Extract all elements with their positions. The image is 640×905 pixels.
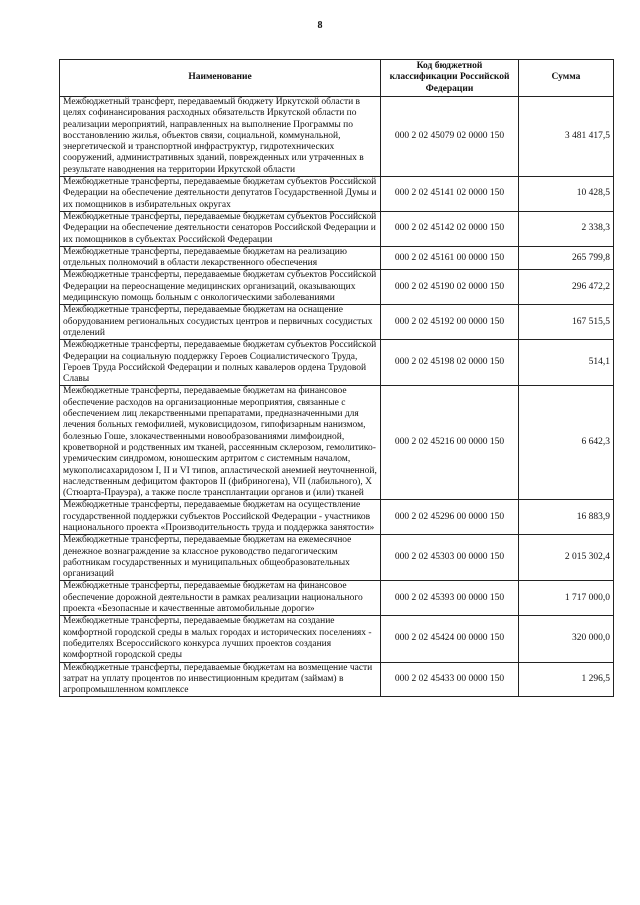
table-row bbox=[60, 581, 614, 616]
row-sum: 1 296,5 bbox=[519, 662, 614, 697]
row-name: Межбюджетные трансферты, передаваемые бюджетам на реализацию отдельных полномочий в области лекарственного обеспечения bbox=[60, 246, 381, 270]
header-code: Код бюджетной классификации Российской Федерации bbox=[381, 60, 519, 97]
row-sum: 2 338,3 bbox=[519, 211, 614, 246]
table-row bbox=[60, 386, 614, 500]
table-row bbox=[60, 305, 614, 340]
row-code: 000 2 02 45393 00 0000 150 bbox=[381, 581, 519, 616]
row-code: 000 2 02 45424 00 0000 150 bbox=[381, 616, 519, 662]
row-sum: 10 428,5 bbox=[519, 177, 614, 212]
header-sum: Сумма bbox=[519, 60, 614, 97]
table-row bbox=[60, 535, 614, 581]
row-code: 000 2 02 45161 00 0000 150 bbox=[381, 246, 519, 270]
row-name: Межбюджетные трансферты, передаваемые бюджетам субъектов Российской Федерации на обеспечение деятельности депутатов Государственной Думы и их помощников в избирательных округах bbox=[60, 177, 381, 212]
row-name: Межбюджетные трансферты, передаваемые бюджетам на финансовое обеспечение расходов на организационные мероприятия, связанные с обеспечением лиц лекарственными препаратами, предназначенными для лечения больных гемофилией, муковисцидозом, гипофизарным нанизмом, болезнью Гоше, злокачественными новообразованиями лимфоидной, кроветворной и родственных им тканей, рассеянным склерозом, гемолитико-уремическим синдромом, юношеским артритом с системным началом, мукополисахаридозом I, II и VI типов, апластической анемией неуточненной, наследственным дефицитом факторов II (фибриногена), VII (лабильного), X (Стюарта-Прауэра), а также после трансплантации органов и (или) тканей bbox=[60, 386, 381, 500]
row-name: Межбюджетные трансферты, передаваемые бюджетам на создание комфортной городской среды в малых городах и исторических поселениях - победителях Всероссийского конкурса лучших проектов создания комфортной городской среды bbox=[60, 616, 381, 662]
row-sum: 320 000,0 bbox=[519, 616, 614, 662]
table-row bbox=[60, 662, 614, 697]
row-sum: 2 015 302,4 bbox=[519, 535, 614, 581]
row-name: Межбюджетные трансферты, передаваемые бюджетам на оснащение оборудованием региональных сосудистых центров и первичных сосудистых отделений bbox=[60, 305, 381, 340]
row-code: 000 2 02 45303 00 0000 150 bbox=[381, 535, 519, 581]
table-row bbox=[60, 270, 614, 305]
row-sum: 1 717 000,0 bbox=[519, 581, 614, 616]
budget-transfers-table bbox=[59, 59, 614, 697]
table-row bbox=[60, 177, 614, 212]
row-code: 000 2 02 45190 02 0000 150 bbox=[381, 270, 519, 305]
row-sum: 167 515,5 bbox=[519, 305, 614, 340]
row-sum: 3 481 417,5 bbox=[519, 97, 614, 177]
row-sum: 514,1 bbox=[519, 340, 614, 386]
row-name: Межбюджетные трансферты, передаваемые бюджетам субъектов Российской Федерации на переоснащение медицинских организаций, оказывающих медицинскую помощь больным с онкологическими заболеваниями bbox=[60, 270, 381, 305]
row-code: 000 2 02 45296 00 0000 150 bbox=[381, 500, 519, 535]
row-code: 000 2 02 45198 02 0000 150 bbox=[381, 340, 519, 386]
row-name: Межбюджетные трансферты, передаваемые бюджетам на возмещение части затрат на уплату процентов по инвестиционным кредитам (займам) в агропромышленном комплексе bbox=[60, 662, 381, 697]
table-row bbox=[60, 340, 614, 386]
row-name: Межбюджетные трансферты, передаваемые бюджетам на финансовое обеспечение дорожной деятельности в рамках реализации национального проекта «Безопасные и качественные автомобильные дороги» bbox=[60, 581, 381, 616]
row-sum: 265 799,8 bbox=[519, 246, 614, 270]
table-header-row bbox=[60, 60, 614, 97]
header-name: Наименование bbox=[60, 60, 381, 97]
row-code: 000 2 02 45142 02 0000 150 bbox=[381, 211, 519, 246]
row-code: 000 2 02 45141 02 0000 150 bbox=[381, 177, 519, 212]
row-sum: 296 472,2 bbox=[519, 270, 614, 305]
row-code: 000 2 02 45433 00 0000 150 bbox=[381, 662, 519, 697]
table-row bbox=[60, 246, 614, 270]
row-name: Межбюджетный трансферт, передаваемый бюджету Иркутской области в целях софинансирования расходных обязательств Иркутской области по реализации мероприятий, направленных на выполнение Программы по восстановлению жилья, объектов связи, социальной, коммунальной, энергетической и транспортной инфраструктур, гидротехнических сооружений, административных зданий, поврежденных или утраченных в результате наводнения на территории Иркутской области bbox=[60, 97, 381, 177]
row-code: 000 2 02 45079 02 0000 150 bbox=[381, 97, 519, 177]
table-row bbox=[60, 500, 614, 535]
table-row bbox=[60, 97, 614, 177]
row-name: Межбюджетные трансферты, передаваемые бюджетам субъектов Российской Федерации на обеспечение деятельности сенаторов Российской Федерации и их помощников в субъектах Российской Федерации bbox=[60, 211, 381, 246]
row-code: 000 2 02 45216 00 0000 150 bbox=[381, 386, 519, 500]
table-row bbox=[60, 616, 614, 662]
table-row bbox=[60, 211, 614, 246]
row-code: 000 2 02 45192 00 0000 150 bbox=[381, 305, 519, 340]
row-name: Межбюджетные трансферты, передаваемые бюджетам на осуществление государственной поддержки субъектов Российской Федерации - участников национального проекта «Производительность труда и поддержка занятости» bbox=[60, 500, 381, 535]
row-sum: 6 642,3 bbox=[519, 386, 614, 500]
page-number: 8 bbox=[317, 20, 323, 31]
row-name: Межбюджетные трансферты, передаваемые бюджетам субъектов Российской Федерации на социальную поддержку Героев Социалистического Труда, Героев Труда Российской Федерации и полных кавалеров ордена Трудовой Славы bbox=[60, 340, 381, 386]
row-sum: 16 883,9 bbox=[519, 500, 614, 535]
row-name: Межбюджетные трансферты, передаваемые бюджетам на ежемесячное денежное вознаграждение за классное руководство педагогическим работникам государственных и муниципальных общеобразовательных организаций bbox=[60, 535, 381, 581]
